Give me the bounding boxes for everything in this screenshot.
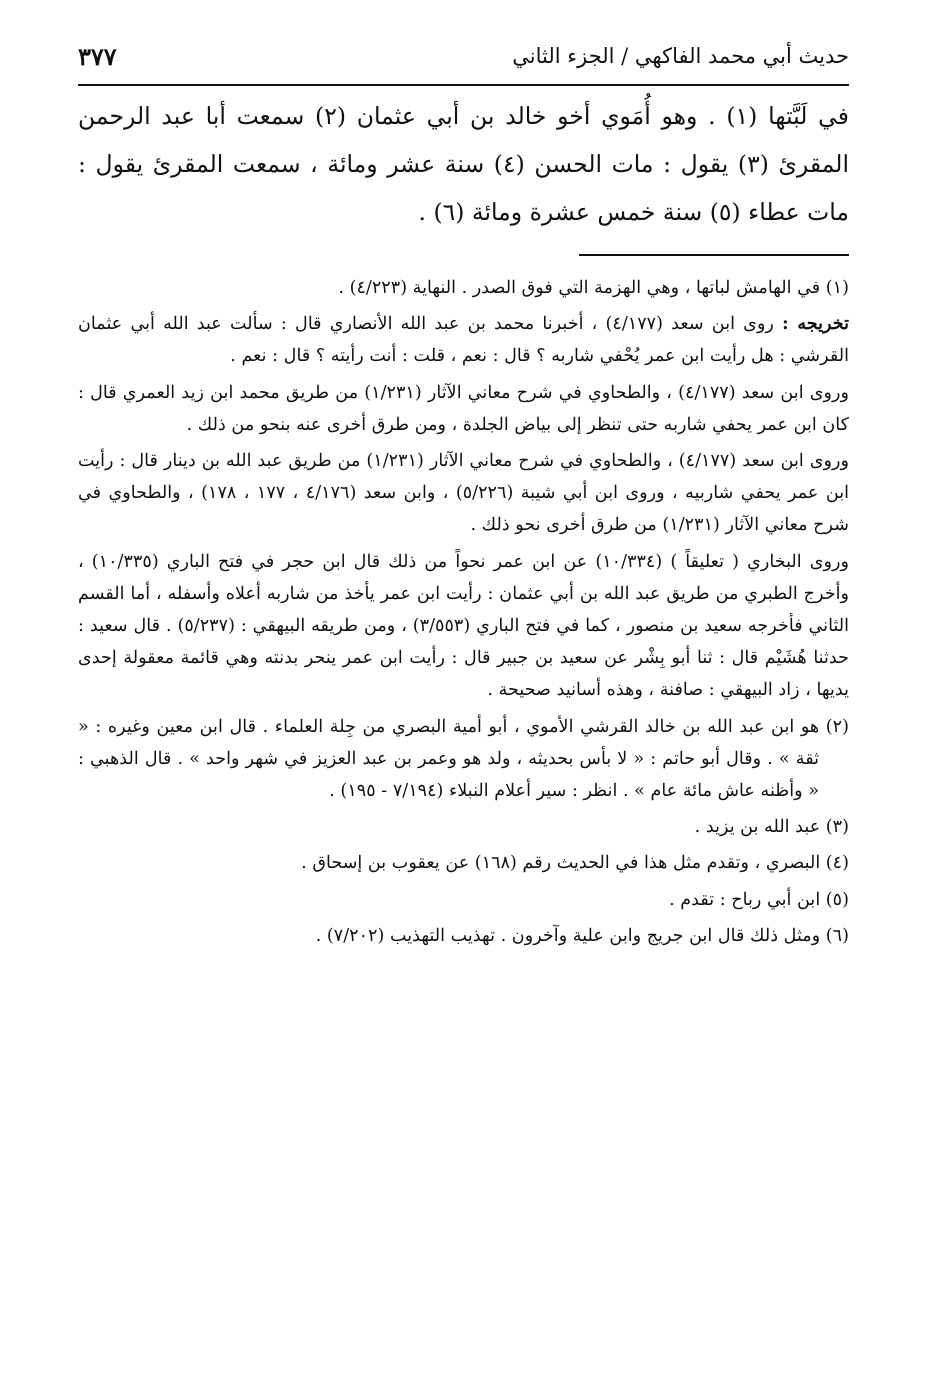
footnote-4: (٤) البصري ، وتقدم مثل هذا في الحديث رقم (١٦٨) عن يعقوب بن إسحاق . (301, 853, 849, 874)
footnote-5: (٥) ابن أبي رباح : تقدم . (669, 889, 849, 910)
takhrij-paragraph-4: وروى البخاري ( تعليقاً ) (١٠/٣٣٤) عن ابن عمر نحواً من ذلك قال ابن حجر في فتح الباري (١٠/٣٣٥) ، وأخرج الطبري من طريق عبد الله بن أبي عثمان : رأيت ابن عمر يأخذ من شاربه أعلاه وأسفله ، أما القسم الثاني فأخرجه سعيد بن منصور ، كما في فتح الباري (٣/٥٥٣) ، ومن طريقه البيهقي : (٥/٢٣٧) . قال سعيد : حدثنا هُشَيْم قال : ثنا أبو بِشْر عن سعيد بن جبير قال : رأيت ابن عمر ينحر بدنته وهي قائمة معقولة إحدى يديها ، زاد البيهقي : صافنة ، وهذه أسانيد صحيحة . (78, 551, 849, 701)
takhrij-label: تخريجه : (782, 313, 849, 335)
main-text: في لَبَّتها (١) . وهو أُمَوي أخو خالد بن أبي عثمان (٢) سمعت أبا عبد الرحمن المقرئ (٣) يقول : مات الحسن (٤) سنة عشر ومائة ، سمعت المقرئ يقول : مات عطاء (٥) سنة خمس عشرة ومائة (٦) . (78, 102, 850, 226)
page-header (78, 38, 849, 80)
takhrij-paragraph-3: وروى ابن سعد (٤/١٧٧) ، والطحاوي في شرح معاني الآثار (١/٢٣١) من طريق عبد الله بن دينار قال : رأيت ابن عمر يحفي شاربيه ، وروى ابن أبي شيبة (٥/٢٢٦) ، وابن سعد (٤/١٧٦ ، ١٧٧ ، ١٧٨) ، والطحاوي في شرح معاني الآثار (١/٢٣١) من طرق أخرى نحو ذلك . (78, 451, 850, 536)
footnote-3: (٣) عبد الله بن يزيد . (694, 817, 849, 838)
footnotes-section (78, 272, 849, 956)
takhrij-text-1: روى ابن سعد (٤/١٧٧) ، أخبرنا محمد بن عبد الله الأنصاري قال : سألت عبد الله أبي عثمان القرشي : هل رأيت ابن عمر يُحْفي شاربه ؟ قال : نعم ، قلت : أنت رأيته ؟ قال : نعم . (78, 314, 849, 367)
running-title: حديث أبي محمد الفاكهي / الجزء الثاني (512, 44, 849, 68)
footnote-6: (٦) ومثل ذلك قال ابن جريج وابن علية وآخرون . تهذيب التهذيب (٧/٢٠٢) . (315, 925, 849, 946)
header-rule (78, 84, 849, 86)
footnote-2: (٢) هو ابن عبد الله بن خالد القرشي الأموي ، أبو أمية البصري من جِلة العلماء . قال ابن معين وغيره : « ثقة » . وقال أبو حاتم : « لا بأس بحديثه ، ولد هو وعمر بن عبد العزيز في شهر واحد » . قال الذهبي : « وأظنه عاش مائة عام » . انظر : سير أعلام النبلاء (٧/١٩٤ - ١٩٥) . (78, 716, 849, 802)
takhrij-paragraph-2: وروى ابن سعد (٤/١٧٧) ، والطحاوي في شرح معاني الآثار (١/٢٣١) من طريق محمد ابن زيد العمري قال : كان ابن عمر يحفي شاربه حتى تنظر إلى بياض الجلدة ، ومن طرق أخرى عنه بنحو من ذلك . (78, 382, 850, 435)
takhrij-paragraph-1 (78, 308, 849, 372)
footnote-separator (579, 254, 849, 256)
footnote-1: (١) في الهامش لباتها ، وهي الهزمة التي فوق الصدر . النهاية (٤/٢٢٣) . (338, 278, 849, 298)
page-number: ٣٧٧ (78, 42, 117, 71)
